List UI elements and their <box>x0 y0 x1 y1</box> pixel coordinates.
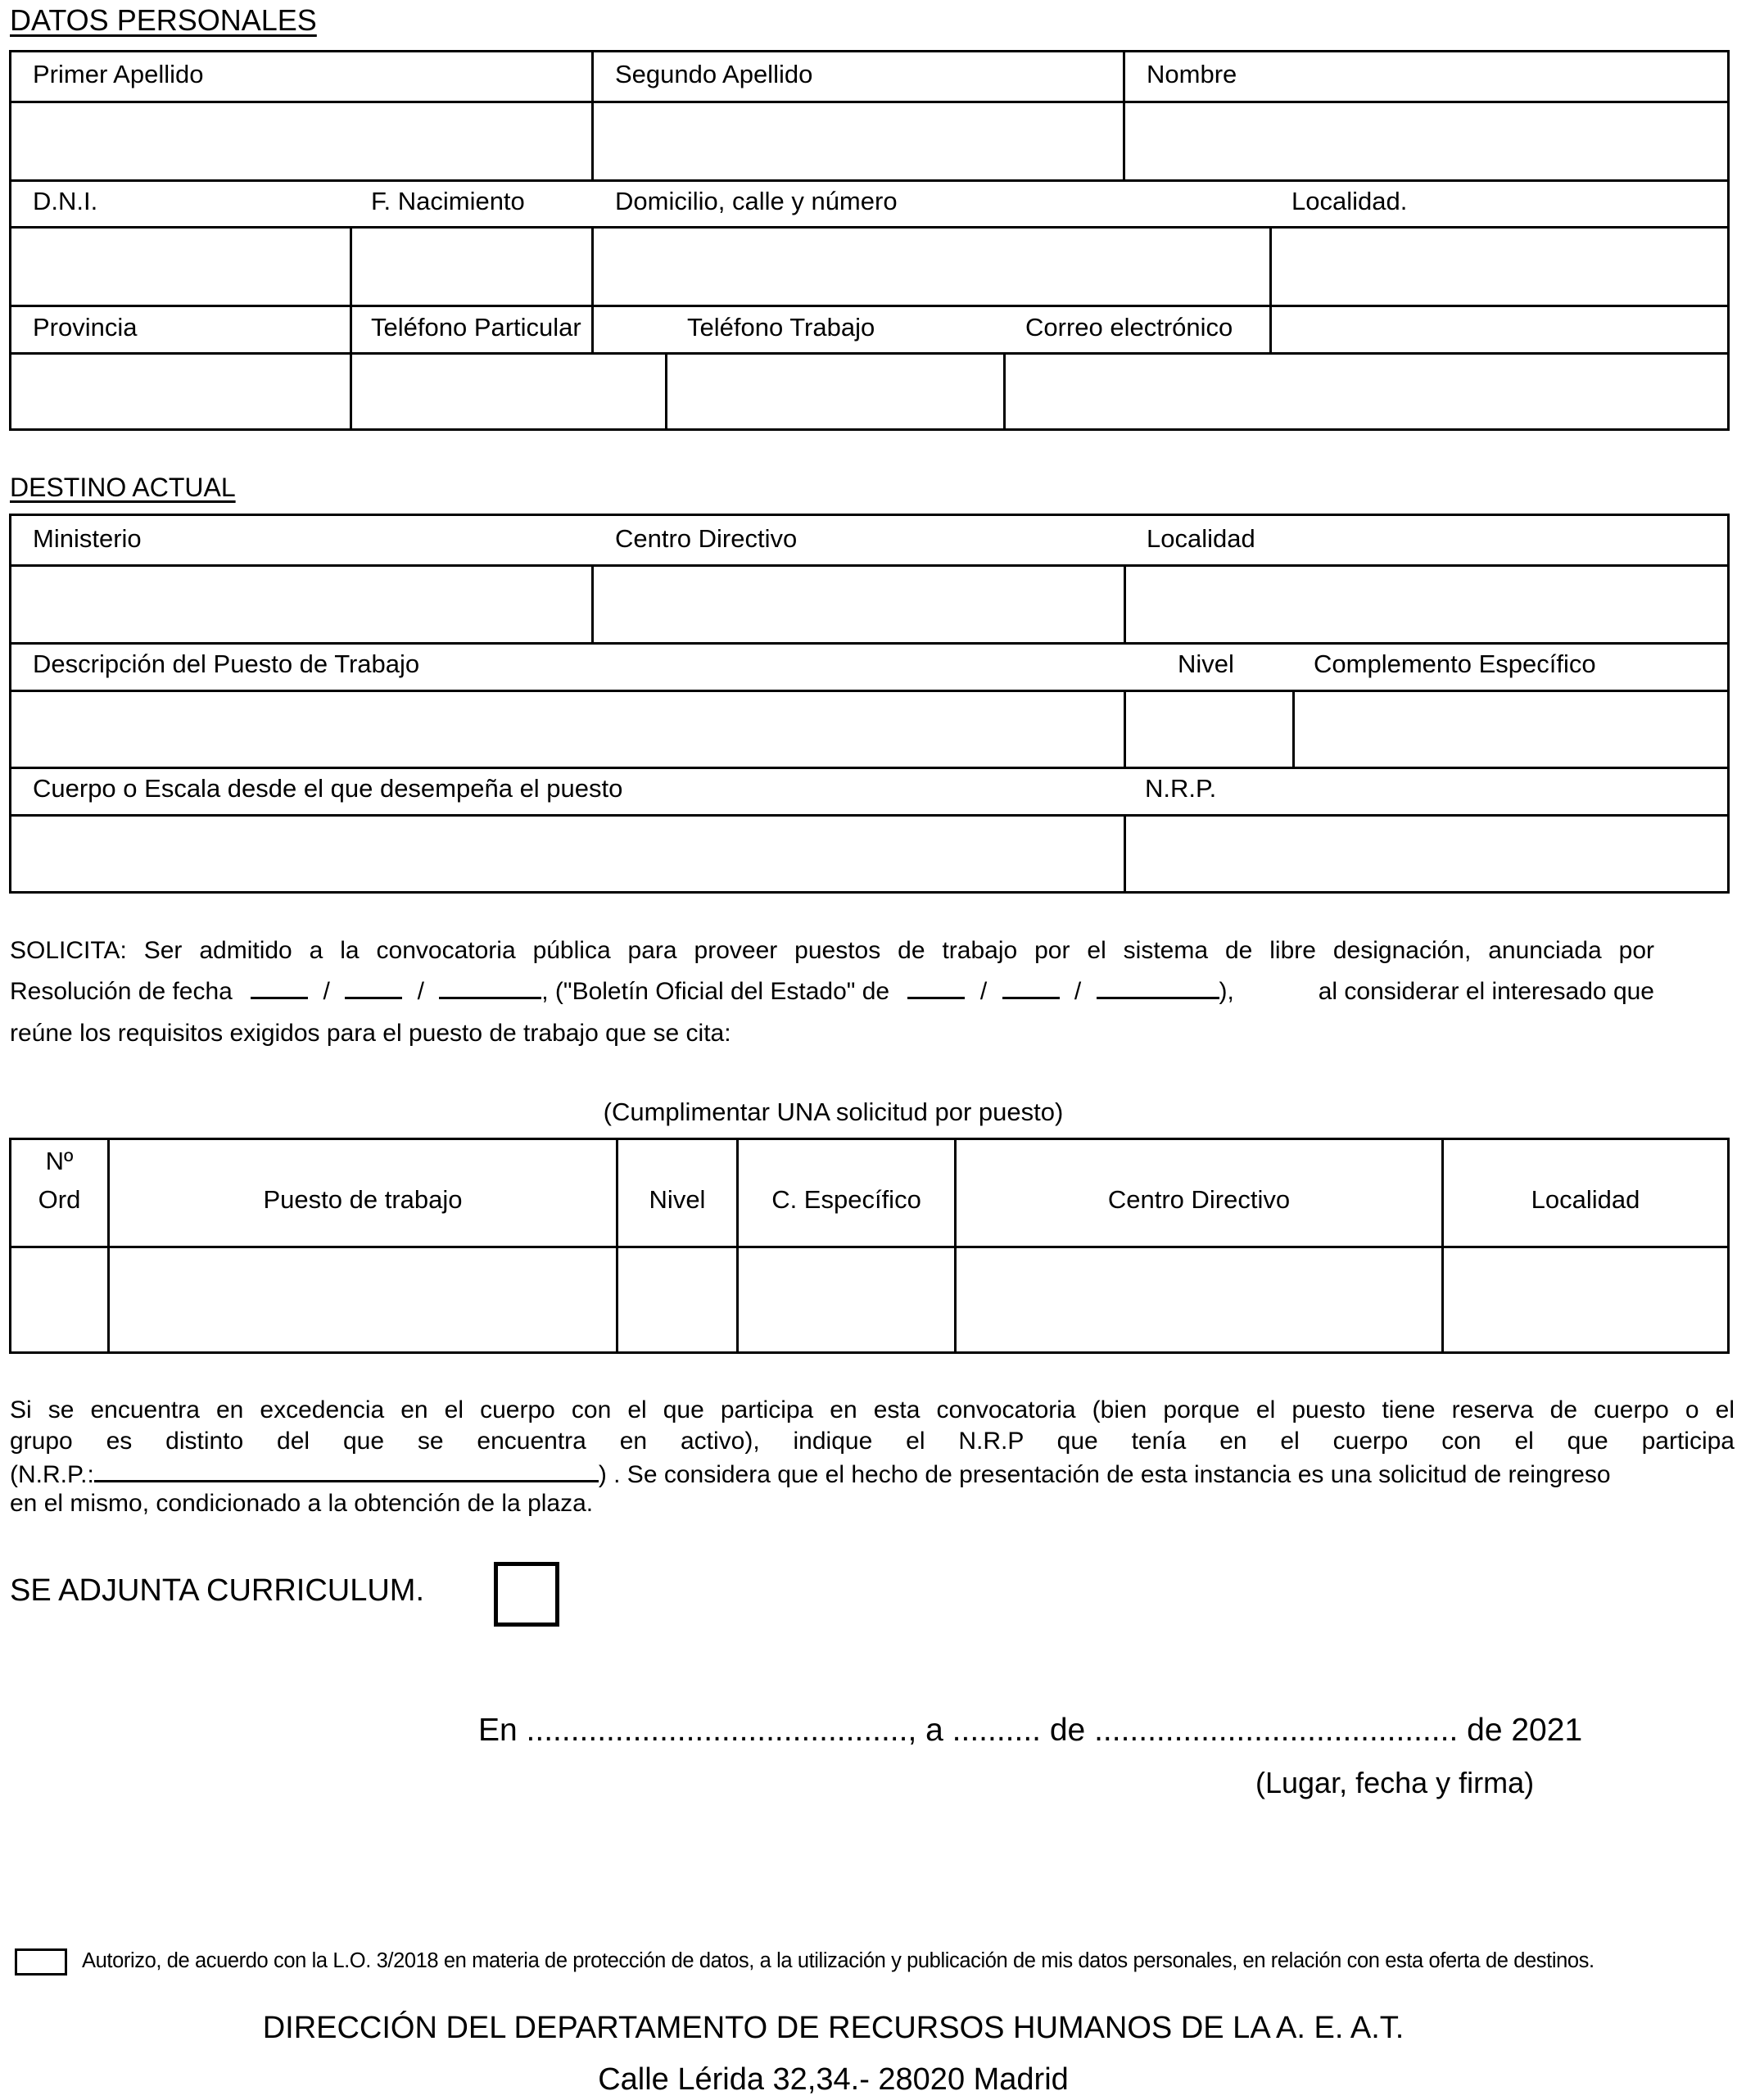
label-f-nacimiento: F. Nacimiento <box>371 187 525 215</box>
label-domicilio: Domicilio, calle y número <box>615 187 898 215</box>
domicilio-field[interactable] <box>594 229 1269 305</box>
footer-direccion-calle: Calle Lérida 32,34.- 28020 Madrid <box>598 2062 1069 2097</box>
puestos-table <box>9 1138 1730 1354</box>
resolucion-anio-blank[interactable] <box>439 974 541 999</box>
col-puesto-label: Puesto de trabajo <box>263 1185 463 1214</box>
col-localidad-label: Localidad <box>1531 1185 1640 1214</box>
nrp-excedencia-blank[interactable] <box>94 1457 599 1482</box>
datos-personales-title: DATOS PERSONALES <box>10 3 317 37</box>
puesto-centro-field[interactable] <box>957 1248 1441 1351</box>
autorizo-checkbox[interactable] <box>15 1948 67 1976</box>
boe-mes-blank[interactable] <box>1002 974 1060 999</box>
excedencia-line3 <box>10 1457 1735 1491</box>
puesto-trabajo-field[interactable] <box>110 1248 616 1351</box>
label-cuerpo-escala: Cuerpo o Escala desde el que desempeña el puesto <box>33 774 623 803</box>
resolucion-dia-blank[interactable] <box>251 974 308 999</box>
puesto-nord-field[interactable] <box>11 1248 107 1351</box>
excedencia-line4: en el mismo, condicionado a la obtención de la plaza. <box>10 1490 594 1517</box>
nivel-field[interactable] <box>1126 692 1292 767</box>
label-localidad: Localidad. <box>1291 187 1408 215</box>
label-telefono-particular: Teléfono Particular <box>371 313 581 342</box>
resolucion-label: Resolución de fecha <box>10 978 233 1005</box>
nombre-field[interactable] <box>1125 103 1727 179</box>
label-nivel: Nivel <box>1178 649 1234 678</box>
nrp-label: (N.R.P.: <box>10 1461 94 1488</box>
curriculum-label: SE ADJUNTA CURRICULUM. <box>10 1573 425 1608</box>
label-dni: D.N.I. <box>33 187 98 215</box>
firma-caption: (Lugar, fecha y firma) <box>1255 1766 1535 1799</box>
localidad-destino-field[interactable] <box>1126 567 1727 642</box>
close-paren: ), <box>1219 978 1234 1005</box>
puesto-nivel-field[interactable] <box>618 1248 736 1351</box>
slash: / <box>979 978 988 1005</box>
label-telefono-trabajo: Teléfono Trabajo <box>687 313 875 342</box>
excedencia-line3-rest: ) . Se considera que el hecho de presentación de esta instancia es una solicitud de reingreso <box>598 1461 1611 1488</box>
solicita-line3: reúne los requisitos exigidos para el puesto de trabajo que se cita: <box>10 1020 731 1047</box>
resolucion-mes-blank[interactable] <box>345 974 402 999</box>
nrp-field[interactable] <box>1126 817 1727 891</box>
col-centro-label: Centro Directivo <box>1107 1185 1291 1214</box>
autorizo-text: Autorizo, de acuerdo con la L.O. 3/2018 en materia de protección de datos, a la utilización y publicación de mis datos personales, en relación con esta oferta de destinos. <box>82 1949 1595 1972</box>
solicita-line2 <box>10 971 1654 1012</box>
puesto-localidad-field[interactable] <box>1444 1248 1727 1351</box>
col-cesp-label: C. Específico <box>771 1185 921 1214</box>
f-nacimiento-field[interactable] <box>352 229 591 305</box>
col-n-label: Nº <box>45 1147 74 1175</box>
label-complemento: Complemento Específico <box>1314 649 1596 678</box>
slash: / <box>417 978 424 1005</box>
boe-dia-blank[interactable] <box>907 974 965 999</box>
footer-direccion: DIRECCIÓN DEL DEPARTAMENTO DE RECURSOS HUMANOS DE LA A. E. A.T. <box>262 2011 1405 2045</box>
label-nrp: N.R.P. <box>1145 774 1217 803</box>
label-centro-directivo: Centro Directivo <box>615 524 798 553</box>
label-descripcion-puesto: Descripción del Puesto de Trabajo <box>33 649 420 678</box>
label-primer-apellido: Primer Apellido <box>33 60 204 88</box>
puesto-cesp-field[interactable] <box>739 1248 954 1351</box>
correo-field[interactable] <box>1006 355 1727 431</box>
slash: / <box>1074 978 1082 1005</box>
col-nivel-label: Nivel <box>649 1185 706 1214</box>
firma-line: En ..........................................., a .......... de ......................................... de 2021 <box>478 1713 1583 1748</box>
complemento-field[interactable] <box>1295 692 1727 767</box>
destino-actual-grid <box>9 514 1730 894</box>
solicita-line1: SOLICITA: Ser admitido a la convocatoria pública para proveer puestos de trabajo por el sistema de libre designación, anunciada por <box>10 937 1654 964</box>
label-ministerio: Ministerio <box>33 524 142 553</box>
solicita-line2-end: al considerar el interesado que <box>1318 978 1654 1005</box>
dni-field[interactable] <box>11 229 350 305</box>
puestos-note: (Cumplimentar UNA solicitud por puesto) <box>603 1098 1064 1126</box>
label-nombre: Nombre <box>1147 60 1237 88</box>
curriculum-checkbox[interactable] <box>494 1562 559 1627</box>
localidad-field[interactable] <box>1272 229 1727 305</box>
provincia-field[interactable] <box>11 355 350 431</box>
boe-label: , ("Boletín Oficial del Estado" de <box>541 978 890 1005</box>
descripcion-puesto-field[interactable] <box>11 692 1124 767</box>
destino-actual-title: DESTINO ACTUAL <box>10 473 236 502</box>
telefono-particular-field[interactable] <box>352 355 665 431</box>
centro-directivo-field[interactable] <box>594 567 1124 642</box>
slash: / <box>323 978 330 1005</box>
label-provincia: Provincia <box>33 313 138 342</box>
telefono-trabajo-field[interactable] <box>667 355 1003 431</box>
ministerio-field[interactable] <box>11 567 591 642</box>
label-correo: Correo electrónico <box>1025 313 1233 342</box>
primer-apellido-field[interactable] <box>11 103 591 179</box>
label-localidad-destino: Localidad <box>1147 524 1255 553</box>
label-segundo-apellido: Segundo Apellido <box>615 60 813 88</box>
boe-anio-blank[interactable] <box>1097 974 1219 999</box>
datos-personales-grid <box>9 50 1730 431</box>
cuerpo-escala-field[interactable] <box>11 817 1124 891</box>
excedencia-line1: Si se encuentra en excedencia en el cuerpo con el que participa en esta convocatoria (bien porque el puesto tiene reserva de cuerpo o el <box>10 1396 1735 1423</box>
excedencia-line2: grupo es distinto del que se encuentra en activo), indique el N.R.P que tenía en el cuerpo con el que participa <box>10 1428 1735 1455</box>
col-ord-label: Ord <box>38 1185 81 1214</box>
segundo-apellido-field[interactable] <box>594 103 1123 179</box>
